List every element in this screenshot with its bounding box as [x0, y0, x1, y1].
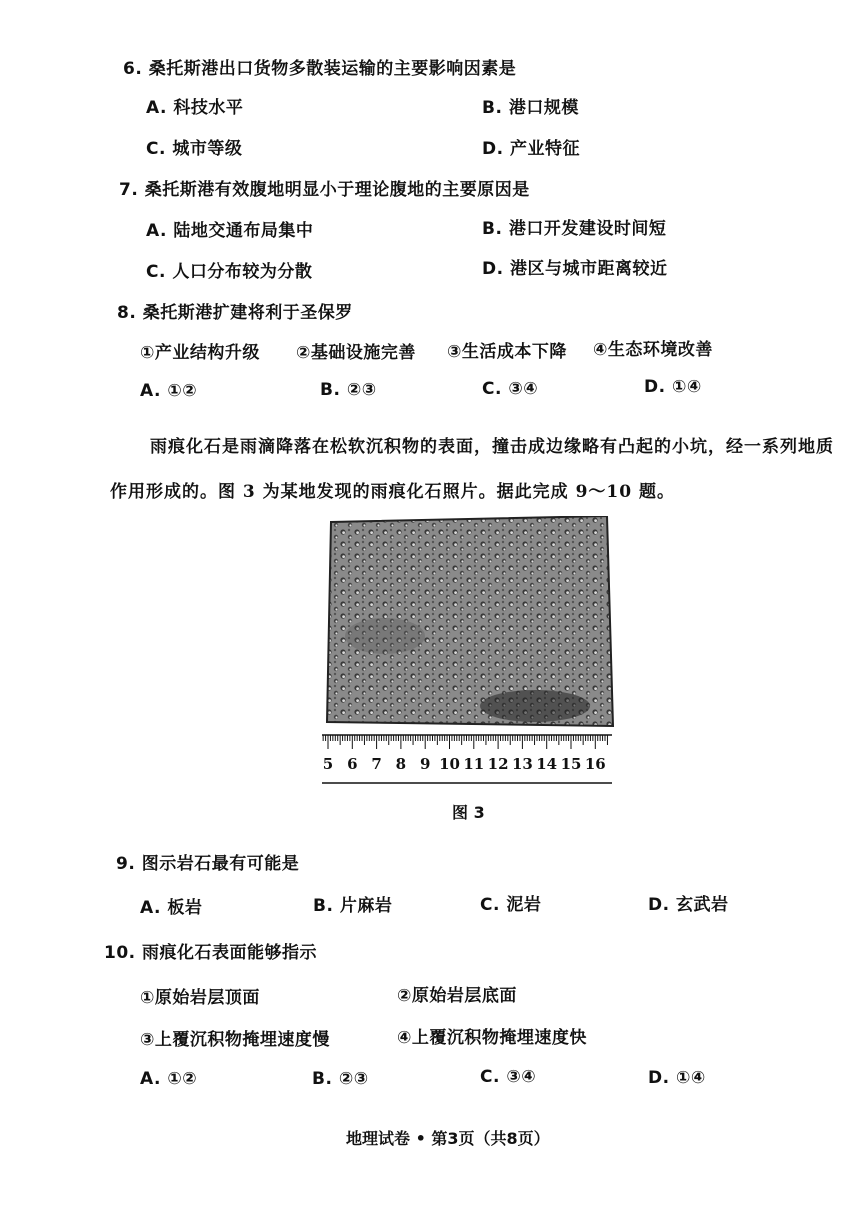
ruler-label: 11: [463, 755, 485, 773]
q10-stem: 10. 雨痕化石表面能够指示: [104, 943, 318, 963]
ruler-label: 15: [560, 755, 582, 773]
ruler-label: 9: [419, 755, 431, 773]
ruler-label: 10: [439, 755, 460, 773]
page-footer: 地理试卷 • 第3页（共8页）: [346, 1129, 550, 1148]
q10-item-3: ③上覆沉积物掩埋速度慢: [140, 1030, 330, 1050]
passage-line-2: 作用形成的。图 3 为某地发现的雨痕化石照片。据此完成 9～10 题。: [110, 482, 675, 502]
q8-item-2: ②基础设施完善: [296, 343, 416, 363]
q10-option-a[interactable]: A. ①②: [140, 1069, 198, 1089]
scale-ruler: [318, 731, 616, 787]
q10-option-b[interactable]: B. ②③: [312, 1069, 369, 1089]
q9-option-c[interactable]: C. 泥岩: [480, 895, 542, 915]
q6-option-d[interactable]: D. 产业特征: [482, 139, 580, 159]
q8-item-4: ④生态环境改善: [593, 340, 713, 360]
q8-option-c[interactable]: C. ③④: [482, 379, 539, 399]
q9-option-a[interactable]: A. 板岩: [140, 898, 203, 918]
q9-option-d[interactable]: D. 玄武岩: [648, 895, 729, 915]
q8-option-d[interactable]: D. ①④: [644, 377, 702, 397]
q10-item-1: ①原始岩层顶面: [140, 988, 260, 1008]
q8-item-3: ③生活成本下降: [447, 342, 567, 362]
q10-item-2: ②原始岩层底面: [397, 986, 517, 1006]
q7-option-b[interactable]: B. 港口开发建设时间短: [482, 219, 667, 239]
q10-option-c[interactable]: C. ③④: [480, 1067, 537, 1087]
q8-option-a[interactable]: A. ①②: [140, 381, 198, 401]
q7-option-c[interactable]: C. 人口分布较为分散: [146, 262, 313, 282]
ruler-label: 13: [511, 755, 533, 773]
figure-caption: 图 3: [452, 803, 485, 822]
ruler-label: 7: [371, 755, 382, 773]
q7-stem: 7. 桑托斯港有效腹地明显小于理论腹地的主要原因是: [119, 180, 530, 200]
q8-option-b[interactable]: B. ②③: [320, 380, 377, 400]
q10-item-4: ④上覆沉积物掩埋速度快: [397, 1028, 587, 1048]
q6-stem: 6. 桑托斯港出口货物多散装运输的主要影响因素是: [123, 59, 517, 79]
ruler-label: 5: [322, 755, 334, 773]
ruler-label: 12: [487, 755, 509, 773]
q8-item-1: ①产业结构升级: [140, 343, 260, 363]
q6-option-a[interactable]: A. 科技水平: [146, 98, 244, 118]
rain-print-fossil-photo: [325, 516, 615, 731]
q7-option-d[interactable]: D. 港区与城市距离较近: [482, 259, 668, 279]
ruler-label: 8: [395, 755, 407, 773]
passage-line-1: 雨痕化石是雨滴降落在松软沉积物的表面，撞击成边缘略有凸起的小坑，经一系列地质: [150, 437, 834, 457]
q9-option-b[interactable]: B. 片麻岩: [313, 896, 393, 916]
ruler-label: 14: [536, 755, 558, 773]
q6-option-c[interactable]: C. 城市等级: [146, 139, 243, 159]
q8-stem: 8. 桑托斯港扩建将利于圣保罗: [117, 303, 353, 323]
q10-option-d[interactable]: D. ①④: [648, 1068, 706, 1088]
q6-option-b[interactable]: B. 港口规模: [482, 98, 579, 118]
ruler-label: 6: [347, 755, 358, 773]
q7-option-a[interactable]: A. 陆地交通布局集中: [146, 221, 314, 241]
q9-stem: 9. 图示岩石最有可能是: [116, 854, 300, 874]
ruler-label: 16: [584, 755, 606, 773]
